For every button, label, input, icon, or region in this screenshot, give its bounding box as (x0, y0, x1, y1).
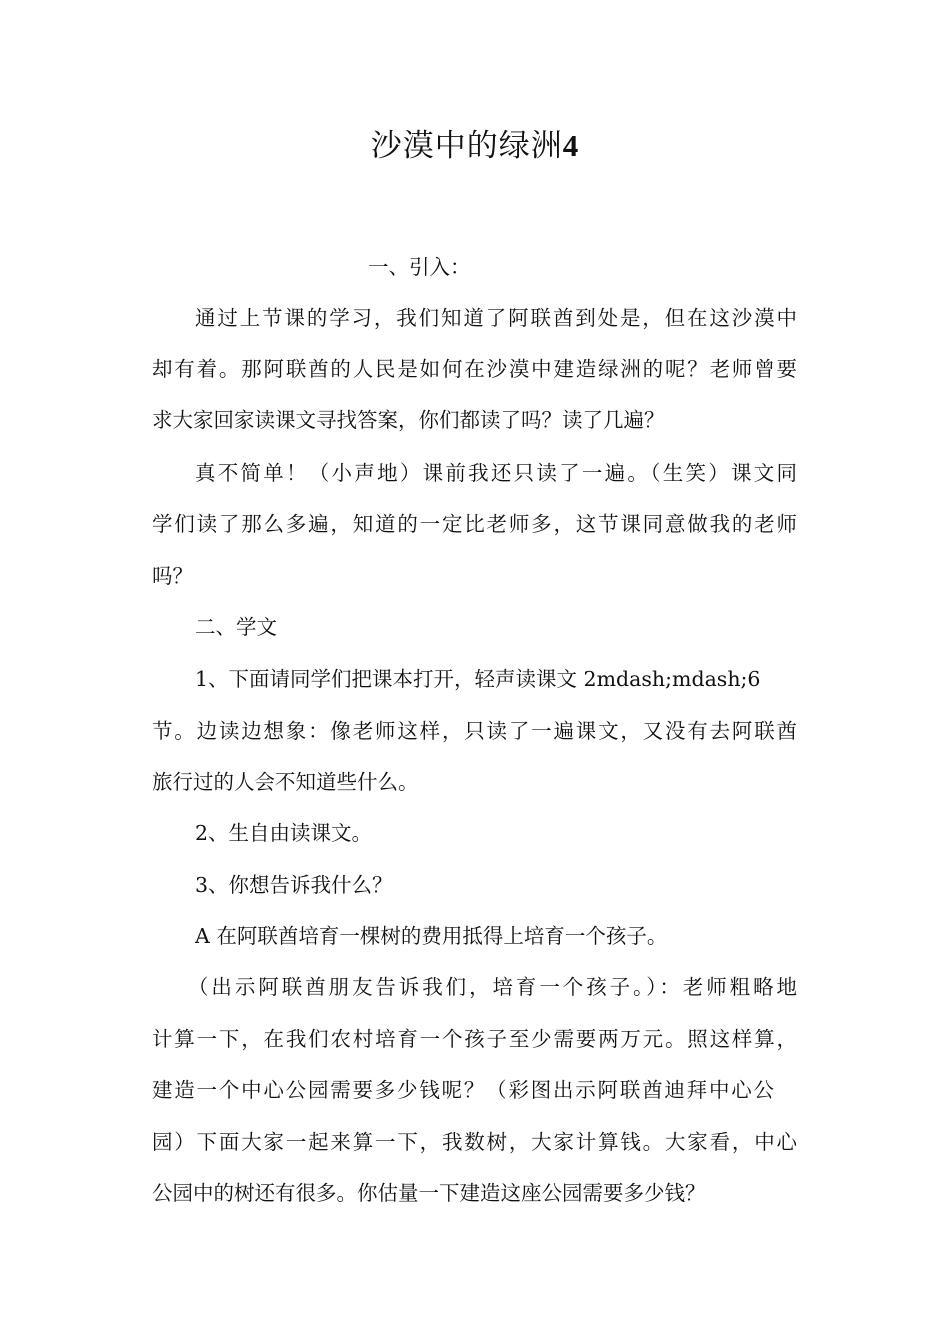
paragraph-line: 公园中的树还有很多。你估量一下建造这座公园需要多少钱？ (152, 1181, 706, 1205)
paragraph-line: 计算一下，在我们农村培育一个孩子至少需要两万元。照这样算， (152, 1027, 797, 1051)
paragraph-line: 吗？ (152, 564, 193, 588)
paragraph-line: 2、生自由读课文。 (195, 821, 373, 845)
paragraph-line: 3、你想告诉我什么？ (195, 873, 393, 897)
paragraph-line: （出示阿联酋朋友告诉我们，培育一个孩子。）：老师粗略地 (188, 975, 797, 999)
paragraph-line: 通过上节课的学习，我们知道了阿联酋到处是，但在这沙漠中 (195, 306, 797, 330)
paragraph-line: 学们读了那么多遍，知道的一定比老师多，这节课同意做我的老师 (152, 512, 797, 536)
paragraph-line: 旅行过的人会不知道些什么。 (152, 770, 419, 794)
paragraph-line: 真不简单！（小声地）课前我还只读了一遍。（生笑）课文同 (195, 461, 797, 485)
paragraph-line: 建造一个中心公园需要多少钱呢？（彩图出示阿联酋迪拜中心公 (152, 1078, 774, 1102)
paragraph-line: A 在阿联酋培育一棵树的费用抵得上培育一个孩子。 (195, 924, 668, 948)
title-number: 4 (562, 128, 580, 163)
title-text: 沙漠中的绿洲 (370, 128, 563, 164)
paragraph-line: 节。边读边想象：像老师这样，只读了一遍课文，又没有去阿联酋 (152, 719, 797, 743)
paragraph-line: 求大家回家读课文寻找答案，你们都读了吗？读了几遍？ (152, 408, 665, 432)
paragraph-line: 却有着。那阿联酋的人民是如何在沙漠中建造绿洲的呢？老师曾要 (152, 357, 797, 381)
document-title (0, 122, 950, 170)
section-heading-intro: 一、引入： (368, 255, 471, 279)
paragraph-line: 园）下面大家一起来算一下，我数树，大家计算钱。大家看，中心 (152, 1130, 797, 1154)
section-heading-study: 二、学文 (195, 615, 277, 639)
paragraph-line: 1、下面请同学们把课本打开，轻声读课文 2mdash;mdash;6 (195, 667, 761, 691)
